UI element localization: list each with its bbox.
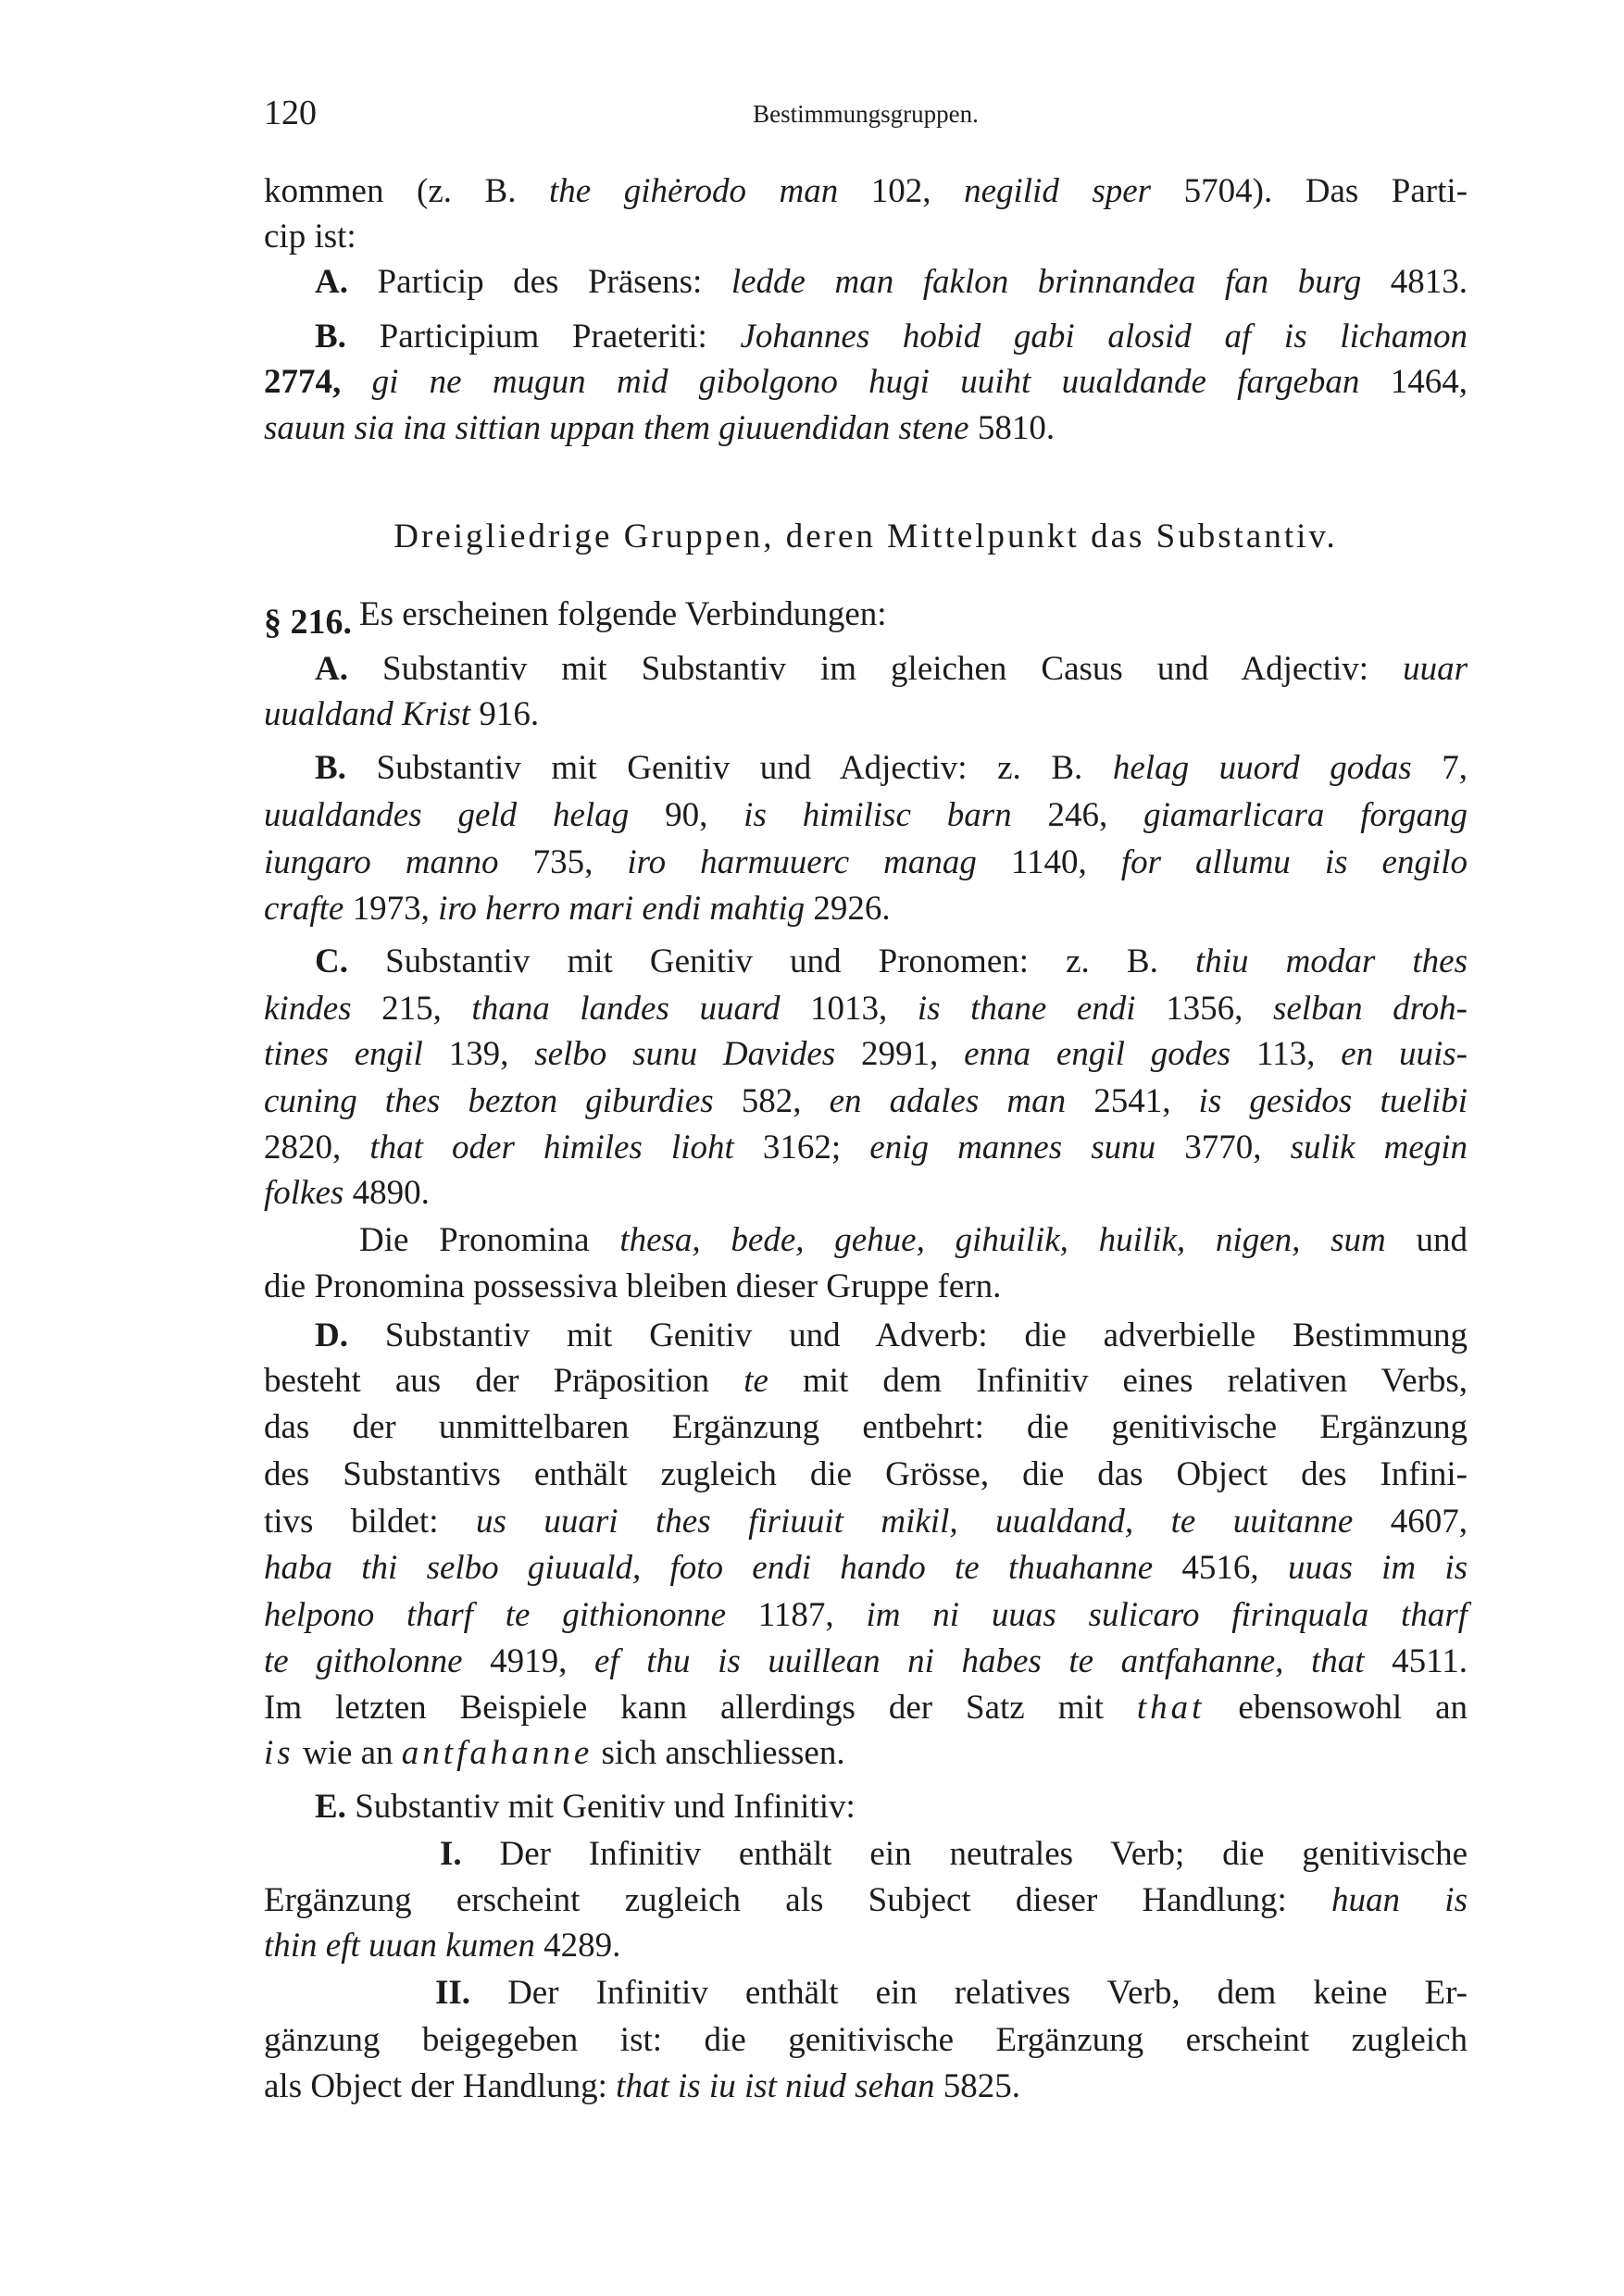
text-line: [264, 171, 1468, 212]
text-line: [440, 1834, 1468, 1875]
text-run: Der Infinitiv enthält ein relatives Verb, dem keine Er-: [470, 1974, 1468, 2012]
quoted-example: negilid sper: [964, 172, 1152, 211]
quoted-example: helag uuord godas: [1112, 749, 1412, 788]
text-line: [264, 362, 1468, 403]
text-run: 3770,: [1156, 1129, 1291, 1167]
text-run: 1973,: [344, 890, 439, 929]
text-line: [315, 942, 1468, 982]
text-run: 4516,: [1153, 1549, 1288, 1588]
quoted-example: giamarlicara forgang: [1143, 796, 1468, 835]
text-line: [264, 1880, 1468, 1921]
quoted-example: thin eft uuan kumen: [264, 1927, 535, 1965]
text-line: [264, 1267, 1468, 1307]
quoted-example: iungaro manno: [264, 842, 499, 881]
quoted-example: thiu modar thes: [1194, 942, 1468, 981]
quoted-example: en uuis-: [1341, 1034, 1468, 1073]
text-run: 4511.: [1364, 1642, 1468, 1681]
text-run: 4813.: [1361, 263, 1468, 302]
text-line: [264, 1173, 1468, 1214]
quoted-example: that oder himiles lioht: [369, 1129, 734, 1167]
quoted-example: is thane endi: [917, 989, 1136, 1028]
text-line: [315, 317, 1468, 357]
text-run: 4607,: [1353, 1502, 1468, 1541]
item-label: D.: [315, 1316, 348, 1354]
text-line: [264, 217, 1468, 257]
text-run: 4919,: [462, 1642, 594, 1681]
text-run: 102,: [838, 172, 965, 211]
text-line: [264, 1641, 1468, 1682]
text-line: [264, 694, 1468, 735]
text-run: 4289.: [534, 1927, 621, 1965]
quoted-example: thana landes uuard: [471, 989, 781, 1028]
text-line: [359, 1220, 1468, 1261]
text-run: Substantiv mit Genitiv und Adjectiv: z. B.: [345, 749, 1113, 788]
quoted-example: us uuari thes firiuuit mikil, uualdand, te uuitanne: [475, 1502, 1354, 1541]
quoted-example: selban droh-: [1272, 989, 1468, 1028]
text-line: [264, 1502, 1468, 1542]
quoted-example: iro herro mari endi mahtig: [438, 890, 806, 929]
quoted-example: enig mannes sunu: [869, 1129, 1156, 1167]
text-run: 7,: [1411, 749, 1468, 788]
quoted-example: cuning thes bezton giburdies: [264, 1081, 714, 1120]
quoted-example: that is iu ist niud sehan: [616, 2067, 935, 2106]
text-run: mit dem Infinitiv eines relativen Verbs,: [768, 1361, 1468, 1400]
text-run: das der unmittelbaren Ergänzung entbehrt: die genitivische Ergänzung: [264, 1408, 1468, 1447]
text-run: Substantiv mit Genitiv und Adverb: die adverbielle Bestimmung: [347, 1316, 1468, 1354]
text-run: 5704). Das Parti-: [1151, 172, 1468, 211]
item-label: A.: [315, 263, 348, 302]
text-run: Die Pronomina: [359, 1220, 620, 1259]
text-run: 2820,: [264, 1129, 370, 1167]
text-run: und: [1385, 1220, 1468, 1259]
item-label: 2774,: [264, 362, 342, 401]
quoted-example: iro harmuuerc manag: [627, 842, 977, 881]
quoted-example: haba thi selbo giuuald, foto endi hando te thuahanne: [264, 1549, 1154, 1588]
text-line: [264, 1688, 1468, 1728]
quoted-example: crafte: [264, 890, 344, 929]
text-run: die Pronomina possessiva bleiben dieser Gruppe fern.: [264, 1267, 1002, 1306]
text-run: Im letzten Beispiele kann allerdings der Satz mit: [264, 1688, 1137, 1727]
text-line: [264, 1034, 1468, 1075]
text-line: [315, 1787, 1468, 1828]
text-line: [435, 1973, 1468, 2014]
quoted-example: tines engil: [264, 1034, 423, 1073]
quoted-example: te githolonne: [264, 1642, 463, 1681]
text-line: [264, 1407, 1468, 1448]
text-run: 1013,: [780, 989, 918, 1028]
quoted-example: te: [743, 1361, 768, 1400]
text-run: tivs bildet:: [264, 1502, 476, 1541]
item-label: B.: [315, 317, 346, 356]
text-run: 2926.: [805, 890, 891, 929]
text-run: ebensowohl an: [1205, 1688, 1468, 1727]
quoted-example: ef thu is uuillean ni habes te antfahanne, that: [593, 1642, 1365, 1681]
text-run: Substantiv mit Substantiv im gleichen Casus und Adjectiv:: [347, 649, 1404, 688]
quoted-example: the gihėrodo man: [549, 172, 839, 211]
quoted-example: kindes: [264, 989, 352, 1028]
text-run: 916.: [470, 694, 540, 733]
text-line: [264, 889, 1468, 930]
quoted-example: ledde man faklon brinnandea fan burg: [731, 263, 1362, 302]
text-run: 4890.: [344, 1174, 430, 1213]
text-run: Substantiv mit Genitiv und Pronomen: z. B.: [347, 942, 1195, 981]
text-run: sich anschliessen.: [593, 1733, 845, 1772]
quoted-example: that: [1136, 1688, 1206, 1727]
quoted-example: Johannes hobid gabi alosid af is lichamon: [740, 317, 1468, 356]
quoted-example: uualdand Krist: [264, 694, 471, 733]
quoted-example: antfahanne: [401, 1733, 593, 1772]
quoted-example: is himilisc barn: [743, 796, 1012, 835]
quoted-example: uuar: [1403, 649, 1468, 688]
text-run: 5825.: [934, 2067, 1020, 2106]
text-run: gänzung beigegeben ist: die genitivische Ergänzung erscheint zugleich: [264, 2020, 1468, 2059]
text-line: [264, 989, 1468, 1029]
text-run: 113,: [1230, 1034, 1342, 1073]
text-line: [315, 748, 1468, 789]
text-line: [359, 594, 1468, 635]
text-line: [264, 1454, 1468, 1495]
quoted-example: thesa, bede, gehue, gihuilik, huilik, nigen, sum: [619, 1220, 1386, 1259]
text-run: 246,: [1011, 796, 1144, 835]
page-number: 120: [264, 94, 317, 132]
text-run: 3162;: [733, 1129, 870, 1167]
text-run: 2541,: [1066, 1081, 1199, 1120]
quoted-example: is gesidos tuelibi: [1198, 1081, 1468, 1120]
text-line: [315, 1316, 1468, 1356]
quoted-example: selbo sunu Davides: [534, 1034, 836, 1073]
text-run: 2991,: [835, 1034, 965, 1073]
text-line: [264, 1081, 1468, 1122]
quoted-example: en adales man: [829, 1081, 1067, 1120]
text-line: [264, 408, 1468, 449]
quoted-example: huan is: [1331, 1881, 1468, 1920]
quoted-example: uuas im is: [1287, 1549, 1468, 1588]
text-line: [264, 1926, 1468, 1966]
text-run: 582,: [713, 1081, 830, 1120]
text-line: [264, 2066, 1468, 2107]
quoted-example: uualdandes geld helag: [264, 796, 630, 835]
text-run: cip ist:: [264, 218, 356, 256]
quoted-example: enna engil godes: [964, 1034, 1231, 1073]
quoted-example: im ni uuas sulicaro firinquala tharf: [866, 1595, 1468, 1634]
item-label: II.: [435, 1974, 471, 2012]
text-line: [264, 795, 1468, 836]
text-run: Participium Praeteriti:: [345, 317, 741, 356]
quoted-example: helpono tharf te githiononne: [264, 1595, 727, 1634]
text-run: 735,: [498, 842, 628, 881]
text-run: 215,: [351, 989, 472, 1028]
text-run: Substantiv mit Genitiv und Infinitiv:: [345, 1788, 856, 1827]
quoted-example: sulik megin: [1290, 1129, 1468, 1167]
item-label: A.: [315, 649, 348, 688]
text-run: Particip des Präsens:: [347, 263, 731, 302]
text-line: [264, 2020, 1468, 2061]
section-mark: § 216.: [264, 603, 352, 642]
quoted-example: for allumu is engilo: [1120, 842, 1468, 881]
text-line: [264, 1361, 1468, 1402]
running-title: Bestimmungsgruppen.: [753, 100, 979, 128]
text-run: 1140,: [976, 842, 1121, 881]
text-run: 1187,: [726, 1595, 867, 1634]
quoted-example: gi ne mugun mid gibolgono hugi uuiht uualdande fargeban: [341, 362, 1360, 401]
text-run: 90,: [629, 796, 744, 835]
text-run: besteht aus der Präposition: [264, 1361, 744, 1400]
item-label: B.: [315, 749, 346, 788]
text-line: [315, 649, 1468, 690]
text-run: kommen (z. B.: [264, 172, 550, 211]
text-run: 1356,: [1135, 989, 1273, 1028]
text-run: wie an: [294, 1733, 402, 1772]
text-run: 1464,: [1359, 362, 1468, 401]
item-label: C.: [315, 942, 348, 981]
quoted-example: folkes: [264, 1174, 344, 1213]
text-run: 139,: [422, 1034, 535, 1073]
text-run: des Substantivs enthält zugleich die Grösse, die das Object des Infini-: [264, 1454, 1468, 1493]
text-run: Es erscheinen folgende Verbindungen:: [359, 595, 887, 634]
item-label: E.: [315, 1788, 346, 1827]
text-line: [315, 262, 1468, 303]
text-run: Ergänzung erscheint zugleich als Subject dieser Handlung:: [264, 1881, 1332, 1920]
text-line: [264, 1548, 1468, 1589]
quoted-example: sauun sia ina sittian uppan them giuuendidan stene: [264, 409, 969, 448]
quoted-example: is: [264, 1733, 294, 1772]
text-run: Der Infinitiv enthält ein neutrales Verb; die genitivische: [461, 1834, 1468, 1873]
text-run: 5810.: [968, 409, 1056, 448]
text-line: [264, 1595, 1468, 1636]
section-heading: Dreigliedrige Gruppen, deren Mittelpunkt das Substantiv.: [394, 518, 1338, 555]
text-line: [264, 1128, 1468, 1168]
text-line: [264, 1733, 1468, 1774]
text-line: [264, 842, 1468, 883]
text-run: als Object der Handlung:: [264, 2067, 617, 2106]
item-label: I.: [440, 1834, 462, 1873]
